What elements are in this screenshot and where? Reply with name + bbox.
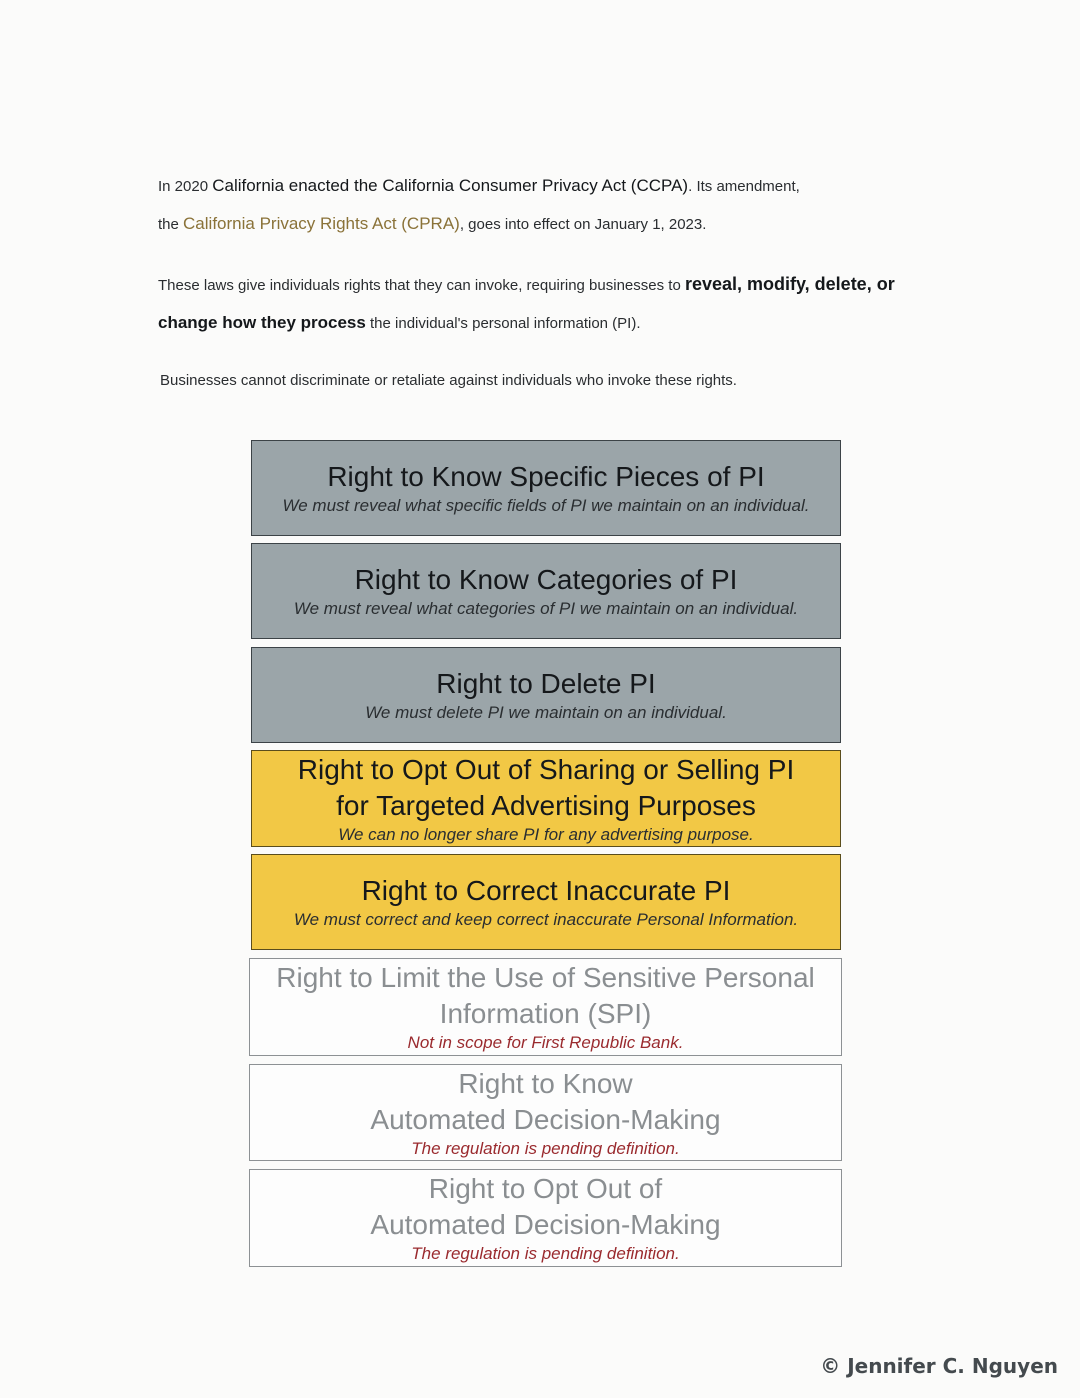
right-title-line-1: Right to Limit the Use of Sensitive Personal	[276, 962, 815, 993]
intro-line-4	[158, 313, 958, 333]
intro-line-5: Businesses cannot discriminate or retaliate against individuals who invoke these rights.	[160, 372, 737, 389]
right-title: Right to Correct Inaccurate PI	[361, 875, 731, 906]
right-title-line-2: Automated Decision-Making	[370, 1209, 721, 1240]
right-know-adm-box	[249, 1064, 842, 1161]
rights-actions: reveal, modify, delete, or	[684, 274, 895, 294]
intro-line-3	[158, 274, 958, 295]
right-opt-out-adm-box	[249, 1169, 842, 1267]
right-description: Not in scope for First Republic Bank.	[407, 1033, 684, 1052]
intro-line-1-suffix: . Its amendment,	[688, 178, 800, 195]
intro-line-1	[158, 176, 958, 196]
right-title-line-1: Right to Know	[458, 1067, 633, 1099]
right-description: We can no longer share PI for any advertising purpose.	[338, 824, 754, 844]
right-title-line-1: Right to Opt Out of	[428, 1173, 663, 1204]
intro-line-1-prefix: In 2020	[158, 178, 213, 195]
right-title: Right to Know Specific Pieces of PI	[327, 461, 765, 492]
right-know-specific-box	[251, 440, 841, 536]
intro-line-2-prefix: the	[158, 216, 184, 233]
intro-line-2	[158, 214, 958, 234]
right-description: We must delete PI we maintain on an individual.	[365, 703, 727, 722]
right-title-line-2: Automated Decision-Making	[370, 1103, 721, 1135]
right-title-line-2: for Targeted Advertising Purposes	[336, 789, 756, 821]
right-description: We must reveal what categories of PI we maintain on an individual.	[293, 599, 799, 618]
cpra-name: California Privacy Rights Act (CPRA)	[183, 214, 460, 233]
ccpa-statement: California enacted the California Consumer Privacy Act (CCPA)	[212, 176, 689, 195]
right-opt-out-sharing-box	[251, 750, 841, 847]
right-description: We must reveal what specific fields of PI we maintain on an individual.	[282, 496, 810, 515]
intro-line-2-suffix: , goes into effect on January 1, 2023.	[459, 216, 707, 233]
intro-line-3-prefix: These laws give individuals rights that they can invoke, requiring businesses to	[158, 277, 685, 294]
right-know-categories-box	[251, 543, 841, 639]
right-title-line-2: Information (SPI)	[439, 998, 652, 1029]
intro-line-4-suffix: the individual's personal information (PI).	[365, 315, 641, 332]
right-title-line-1: Right to Opt Out of Sharing or Selling PI	[297, 753, 795, 785]
right-correct-box	[251, 854, 841, 950]
right-description: We must correct and keep correct inaccurate Personal Information.	[293, 910, 799, 929]
right-title: Right to Know Categories of PI	[354, 564, 738, 595]
right-description: The regulation is pending definition.	[411, 1138, 680, 1158]
right-limit-spi-box	[249, 958, 842, 1056]
change-processing: change how they process	[158, 313, 366, 332]
right-description: The regulation is pending definition.	[411, 1244, 680, 1263]
right-delete-box	[251, 647, 841, 743]
copyright-watermark: © Jennifer C. Nguyen	[820, 1354, 1058, 1378]
right-title: Right to Delete PI	[436, 668, 656, 699]
